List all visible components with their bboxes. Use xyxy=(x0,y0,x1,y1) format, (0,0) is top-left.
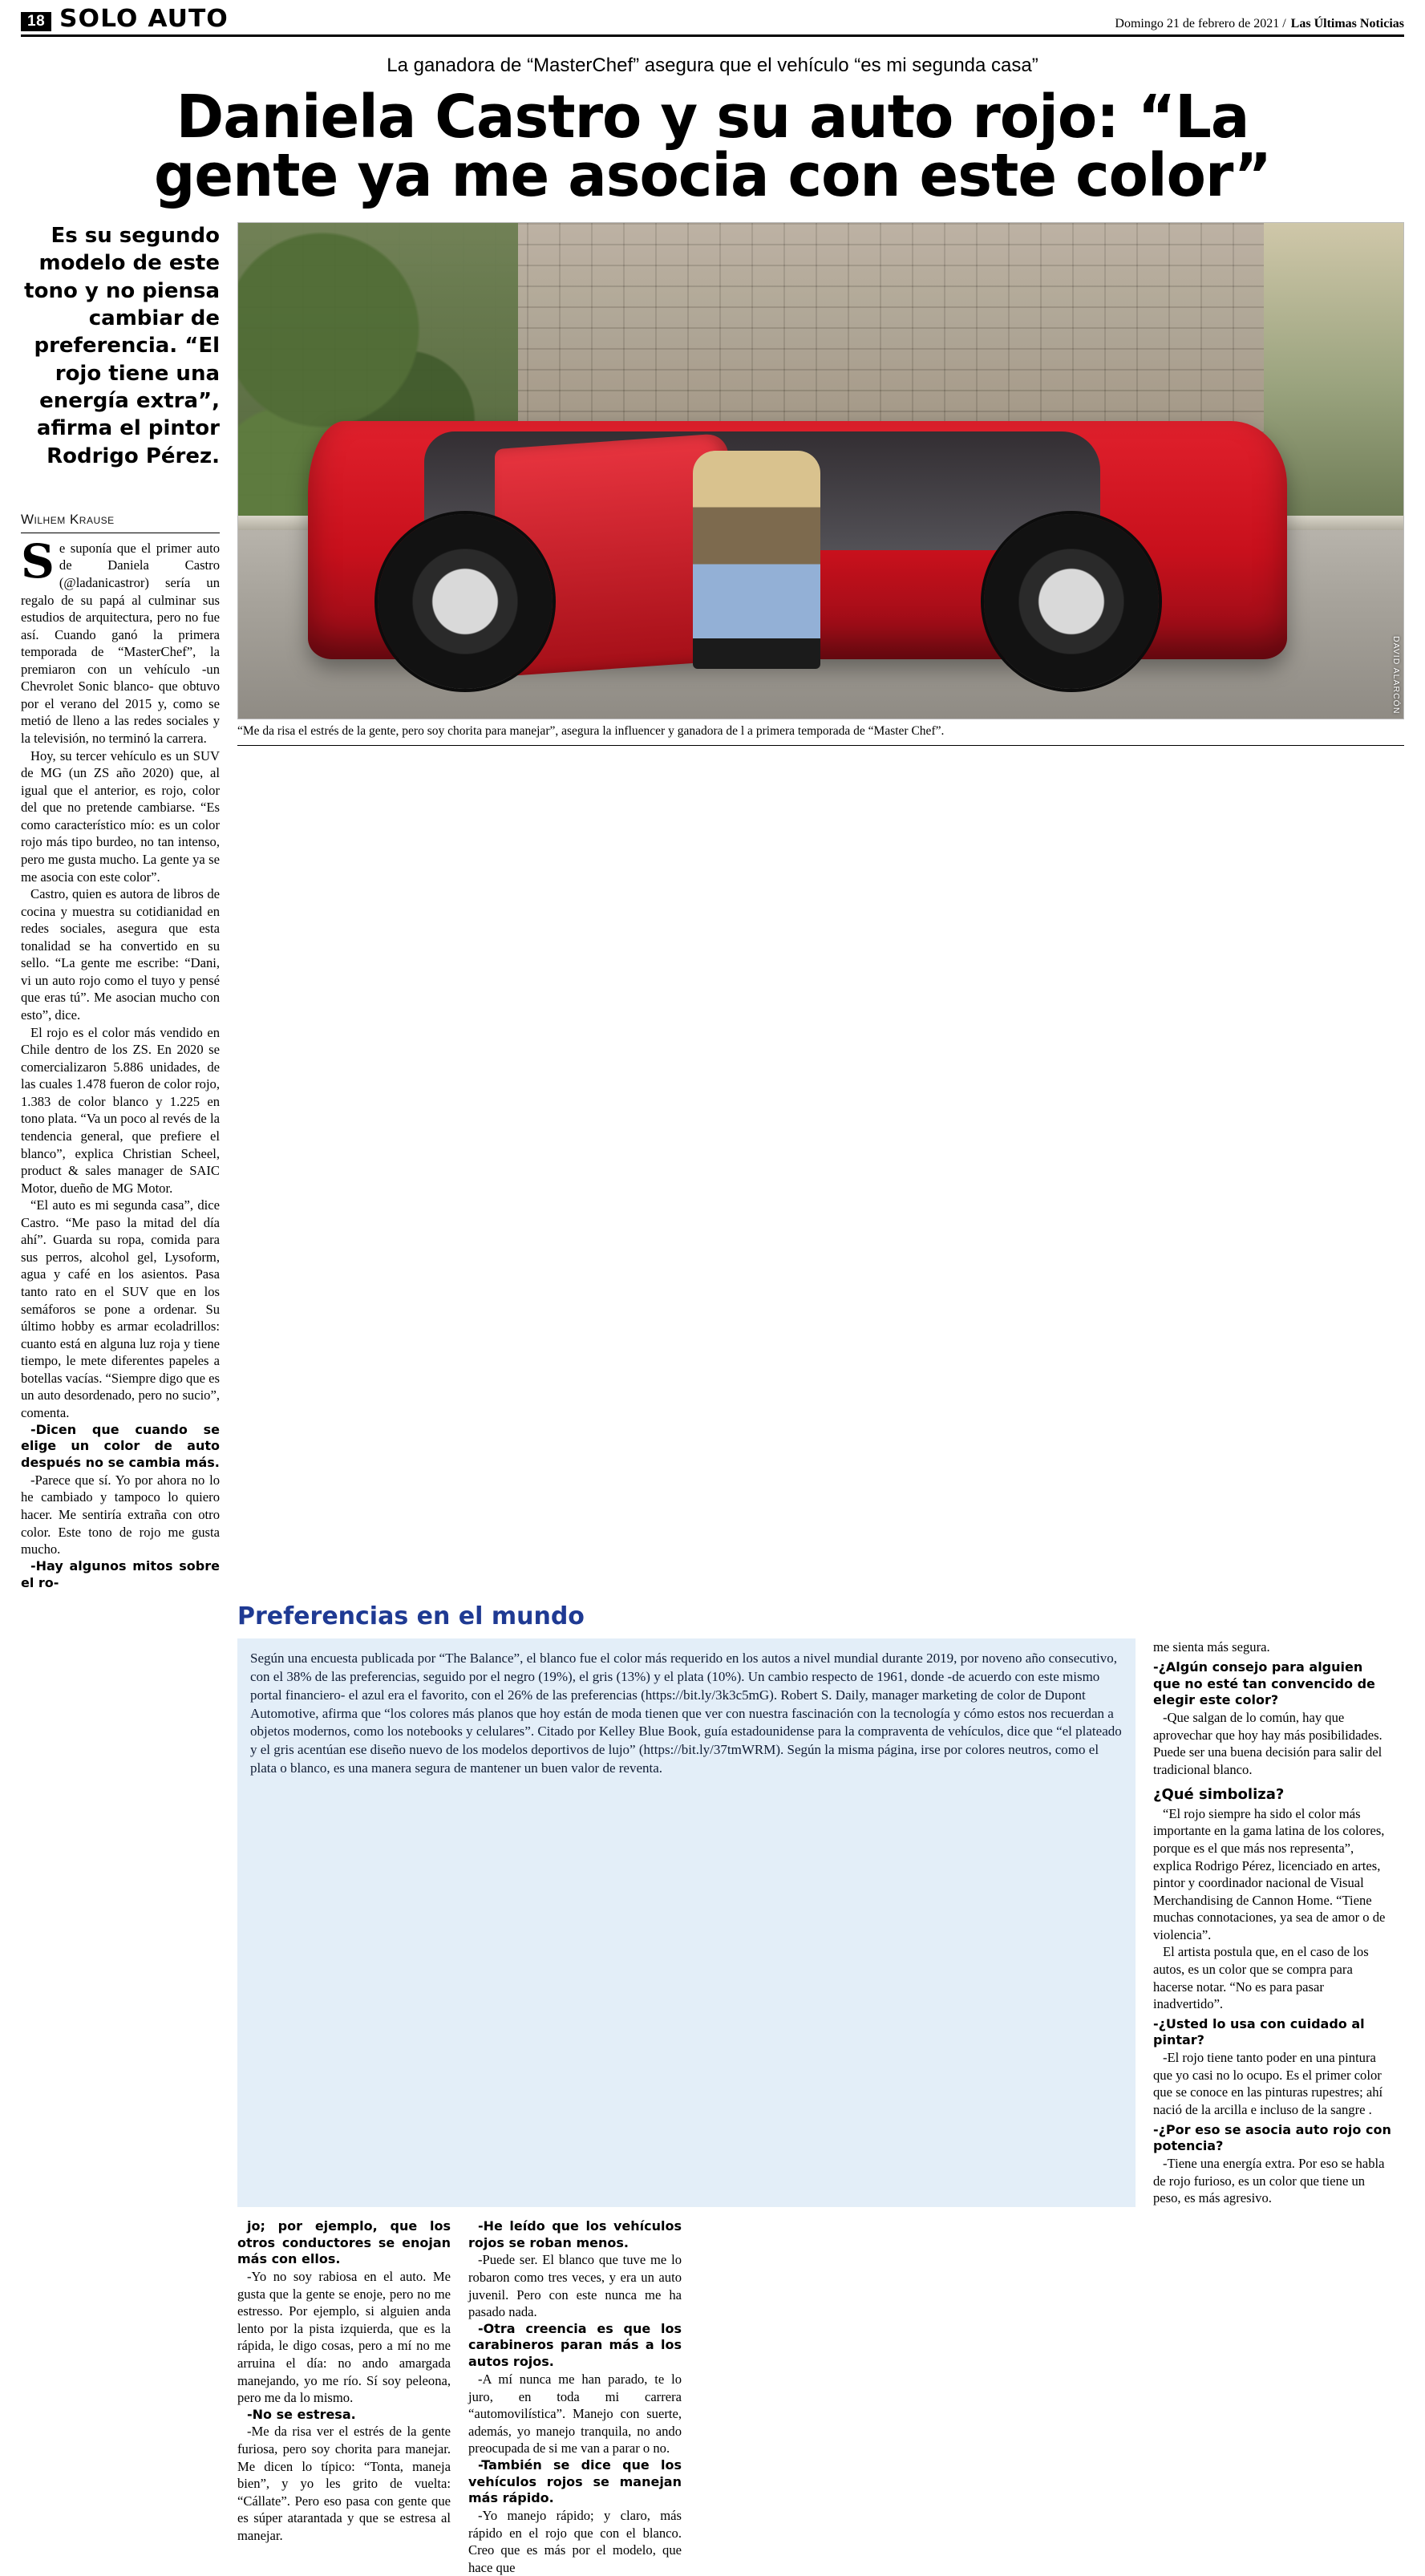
article-lead: Es su segundo modelo de este tono y no piensa cambiar de preferencia. “El rojo tiene una energía extra”, afirma el pintor Rodrigo Pérez. xyxy=(24,224,220,468)
question: -He leído que los vehículos rojos se roban menos. xyxy=(468,2218,682,2250)
question: -¿Usted lo usa con cuidado al pintar? xyxy=(1153,2015,1365,2048)
box-section xyxy=(21,1602,1404,2206)
lead-column xyxy=(21,222,220,1591)
bottom-column-3-spacer xyxy=(699,2218,913,2576)
subheading: ¿Qué simboliza? xyxy=(1153,1785,1285,1803)
box-left-spacer xyxy=(21,1602,220,2206)
bottom-column-1 xyxy=(237,2218,451,2576)
article-photo xyxy=(237,222,1404,719)
paragraph: “El rojo siempre ha sido el color más importante en la gama latina de los colores, porque es el que más nos representa”, explica Rodrigo Pérez, licenciado en artes, pintor y coordinador nacional de Visual Merchandising de Cannon Home. “Tiene muchas connotaciones, ya sea de amor o de violencia”. xyxy=(1153,1805,1386,1942)
newspaper-page xyxy=(0,5,1425,2575)
bottom-columns-wrap xyxy=(21,2218,1404,2576)
right-rail xyxy=(1153,1638,1394,2206)
photo-front-wheel xyxy=(378,514,553,689)
question: -No se estresa. xyxy=(247,2406,356,2422)
paragraph: Hoy, su tercer vehículo es un SUV de MG (un ZS año 2020) que, al igual que el anterior, es rojo, color del que no pretende cambiarse. “Es como característico mío: es un color rojo más tipo burdeo, no tan intenso, pero me gusta mucho. La gente ya se me asocia con este color”. xyxy=(21,747,220,885)
paragraph-text: e suponía que el primer auto de Daniela Castro (@ladanicastror) sería un regalo de su papá al culminar sus estudios de arquitectura, pero no fue así. Cuando ganó la primera temporada de “MasterChef”, la premiaron con un vehículo -un Chevrolet Sonic blanco- que obtuvo por el verano del 2015 y, como se metió de lleno a las redes sociales y la televisión, no terminó la carrera. xyxy=(21,540,220,747)
photo-credit: DAVID ALARCÓN xyxy=(1391,635,1401,715)
paragraph: me sienta más segura. xyxy=(1153,1639,1270,1655)
answer: -Yo no soy rabiosa en el auto. Me gusta que la gente se enoje, pero no me estresso. Por ejemplo, si alguien anda lento por la pista izquierda, que es la rápida, le digo cosas, pero a mí no me arruina el día: no ando amargada manejando, yo me río. Sí soy peleona, pero me da lo mismo. xyxy=(237,2269,451,2406)
box-title: Preferencias en el mundo xyxy=(237,1602,585,1631)
publication-name: Las Últimas Noticias xyxy=(1290,17,1404,30)
section-title: SOLO AUTO xyxy=(59,5,229,33)
photo-person xyxy=(693,451,821,669)
box-main xyxy=(237,1602,1404,2206)
question: -Hay algunos mitos sobre el ro- xyxy=(21,1557,220,1590)
bottom-columns xyxy=(237,2218,1404,2576)
question: -¿Por eso se asocia auto rojo con potencia? xyxy=(1153,2121,1391,2154)
photo-column xyxy=(237,222,1404,1591)
masthead xyxy=(21,5,1404,37)
paragraph: “El auto es mi segunda casa”, dice Castro. “Me paso la mitad del día ahí”. Guarda su ropa, comida para sus perros, alcohol gel, Lysoform, agua y café en los asientos. Pasa tanto rato en el SUV que en los semáforos se pone a ordenar. Su último hobby es armar ecoladrillos: cuanto está en alguna luz roja y tiene tiempo, le mete diferentes papeles a botellas vacías. “Siempre digo que es un auto desordenado, pero no sucio”, comenta. xyxy=(21,1197,220,1420)
answer: -A mí nunca me han parado, te lo juro, en toda mi carrera “automovilística”. Manejo con suerte, además, yo manejo tranquila, no ando preocupada de si me van a parar o no. xyxy=(468,2371,682,2457)
question: -Dicen que cuando se elige un color de auto después no se cambia más. xyxy=(21,1421,220,1471)
answer: -Tiene una energía extra. Por eso se habla de rojo furioso, es un color que tiene un peso, es más agresivo. xyxy=(1153,2156,1385,2206)
question: -¿Algún consejo para alguien que no esté tan convencido de elegir este color? xyxy=(1153,1659,1375,1708)
bottom-left-spacer xyxy=(21,2218,220,2576)
answer: -Parece que sí. Yo por ahora no lo he cambiado y tampoco lo quiero hacer. Me sentiría extraña con otro color. Este tono de rojo me gusta mucho. xyxy=(21,1472,220,1557)
masthead-right xyxy=(1115,17,1404,31)
top-area xyxy=(21,222,1404,1591)
photo-rear-wheel xyxy=(984,514,1159,689)
answer: -Yo manejo rápido; y claro, más rápido en el rojo que con el blanco. Creo que es más por el modelo, que hace que xyxy=(468,2508,682,2575)
paragraph xyxy=(21,533,220,747)
paragraph: El rojo es el color más vendido en Chile dentro de los ZS. En 2020 se comercializaron 5.886 unidades, de las cuales 1.478 fueron de color rojo, 1.383 de color blanco y 1.225 en tono plata. “Va un poco al revés de la tendencia general, que prefiere el blanco”, explica Christian Scheel, product & sales manager de SAIC Motor, dueño de MG Motor. xyxy=(21,1024,220,1196)
answer: -Que salgan de lo común, hay que aprovechar que hoy hay más posibilidades. Puede ser una buena decisión para salir del tradicional blanco. xyxy=(1153,1710,1382,1777)
article-kicker: La ganadora de “MasterChef” asegura que el vehículo “es mi segunda casa” xyxy=(387,55,1038,76)
body-column-1 xyxy=(21,533,220,1591)
question: jo; por ejemplo, que los otros conductores se enojan más con ellos. xyxy=(237,2218,451,2267)
page-number: 18 xyxy=(21,12,51,31)
info-box: Según una encuesta publicada por “The Balance”, el blanco fue el color más requerido en los autos a nivel mundial durante 2019, por noveno año consecutivo, con el 38% de las preferencias, seguido por el negro (19%), el gris (13%) y el plata (10%). Un cambio respecto de 1961, donde -de acuerdo con este mismo portal financiero- el azul era el favorito, con el 26% de las preferencias (https://bit.ly/3k3c5mG). Robert S. Daily, manager marketing de color de Dupont Automotive, afirma que “los colores más planos que hoy están de moda tienen que ver con nuestra fascinación con la tecnología y cómo estos nos recuerdan a objetos modernos, como los notebooks y celulares”. Citado por Kelley Blue Book, guía estadounidense para la compraventa de vehículos, dice que “el plateado y el gris acentúan ese diseño nuevo de los modelos deportivos de lujo” (https://bit.ly/37tmWRM). Según la misma página, irse por colores neutros, como el plata o blanco, es una manera segura de mantener un buen valor de reventa. xyxy=(237,1638,1136,2206)
paragraph: El artista postula que, en el caso de los autos, es un color que se compra para hacerse notar. “No es para pasar inadvertido”. xyxy=(1153,1944,1369,2012)
photo-caption: “Me da risa el estrés de la gente, pero soy chorita para manejar”, asegura la influencer y ganadora de l a primera temporada de “Master Chef”. xyxy=(237,724,1404,746)
paragraph: Castro, quien es autora de libros de cocina y muestra su cotidianidad en redes sociales, asegura que esta tonalidad se ha convertido en su sello. “La gente me escribe: “Dani, vi un auto rojo como el tuyo y pensé que eras tú”. Me asocian mucho con esto”, dice. xyxy=(21,886,220,1023)
answer: -Puede ser. El blanco que tuve me lo robaron como tres veces, y era un auto juvenil. Pero con este nunca me ha pasado nada. xyxy=(468,2252,682,2320)
publication-date: Domingo 21 de febrero de 2021 / xyxy=(1115,17,1286,30)
bottom-column-2 xyxy=(468,2218,682,2576)
answer: -Me da risa ver el estrés de la gente furiosa, pero soy chorita para manejar. Me dicen lo típico: “Tonta, maneja bien”, y yo les grito de vuelta: “Cállate”. Pero eso pasa con gente que es súper atarantada y que se estresa al manejar. xyxy=(237,2424,451,2543)
answer: -El rojo tiene tanto poder en una pintura que yo casi no lo ocupo. Es el primer color que se conoce en las pinturas rupestres; ahí nació de la arcilla e incluso de la sangre . xyxy=(1153,2050,1383,2117)
question: -Otra creencia es que los carabineros paran más a los autos rojos. xyxy=(468,2320,682,2370)
byline: Wilhem Krause xyxy=(21,512,220,533)
page-title: Daniela Castro y su auto rojo: “La gente ya me asocia con este color” xyxy=(154,83,1271,210)
dropcap: S xyxy=(21,533,55,589)
question: -También se dice que los vehículos rojos se manejan más rápido. xyxy=(468,2457,682,2506)
